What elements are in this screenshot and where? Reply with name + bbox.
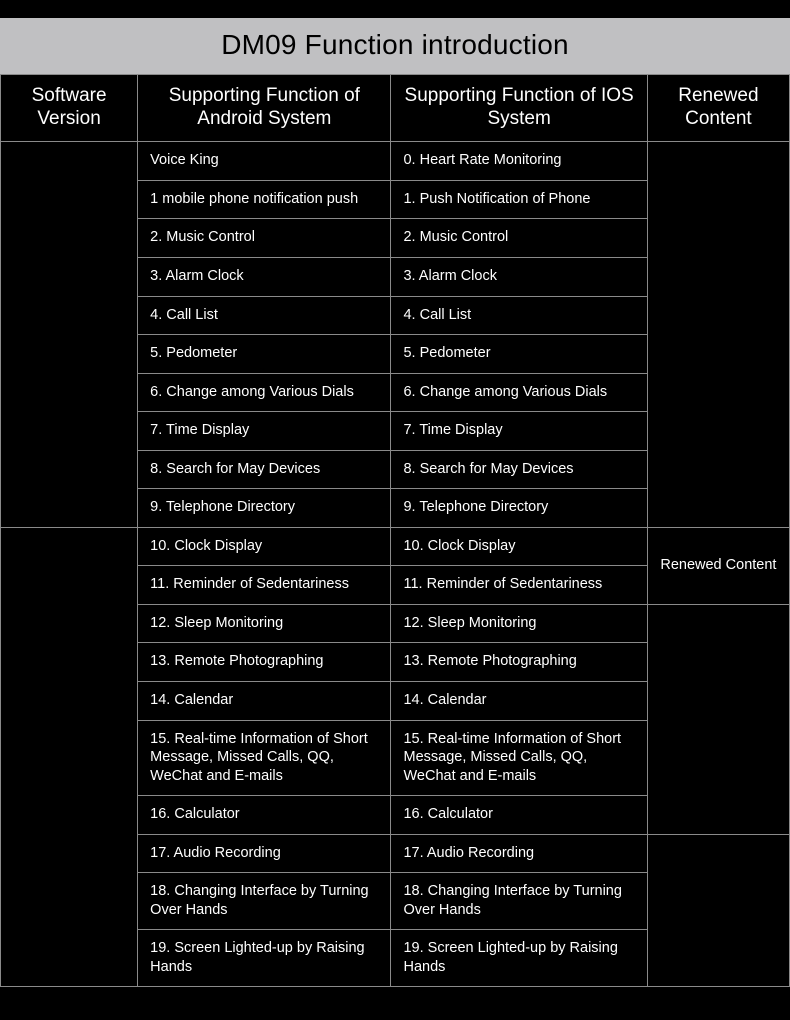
ios-function-cell: 7. Time Display: [391, 412, 647, 451]
page-title: DM09 Function introduction: [0, 18, 790, 74]
ios-function-cell: 0. Heart Rate Monitoring: [391, 142, 647, 181]
android-function-cell: 7. Time Display: [138, 412, 391, 451]
function-sheet: [0, 18, 790, 987]
android-function-cell: 18. Changing Interface by Turning Over Hands: [138, 873, 391, 930]
android-function-cell: 3. Alarm Clock: [138, 257, 391, 296]
android-function-cell: 12. Sleep Monitoring: [138, 604, 391, 643]
renewed-content-cell-group-2: [647, 604, 789, 834]
renewed-content-cell-group-1: [647, 142, 789, 527]
ios-function-cell: 19. Screen Lighted-up by Raising Hands: [391, 930, 647, 987]
software-version-cell-group-1: [1, 142, 138, 527]
ios-function-cell: 13. Remote Photographing: [391, 643, 647, 682]
android-function-cell: 5. Pedometer: [138, 335, 391, 374]
ios-function-cell: 3. Alarm Clock: [391, 257, 647, 296]
android-function-cell: Voice King: [138, 142, 391, 181]
android-function-cell: 6. Change among Various Dials: [138, 373, 391, 412]
ios-function-cell: 17. Audio Recording: [391, 834, 647, 873]
column-header-ios: Supporting Function of IOS System: [391, 75, 647, 142]
android-function-cell: 15. Real-time Information of Short Message, Missed Calls, QQ, WeChat and E-mails: [138, 720, 391, 796]
ios-function-cell: 2. Music Control: [391, 219, 647, 258]
android-function-cell: 1 mobile phone notification push: [138, 180, 391, 219]
android-function-cell: 4. Call List: [138, 296, 391, 335]
android-function-cell: 13. Remote Photographing: [138, 643, 391, 682]
ios-function-cell: 12. Sleep Monitoring: [391, 604, 647, 643]
android-function-cell: 9. Telephone Directory: [138, 489, 391, 528]
table-row: [1, 527, 790, 566]
android-function-cell: 8. Search for May Devices: [138, 450, 391, 489]
ios-function-cell: 16. Calculator: [391, 796, 647, 835]
software-version-cell-group-2: [1, 527, 138, 987]
android-function-cell: 17. Audio Recording: [138, 834, 391, 873]
column-header-renewed: Renewed Content: [647, 75, 789, 142]
ios-function-cell: 15. Real-time Information of Short Message, Missed Calls, QQ, WeChat and E-mails: [391, 720, 647, 796]
ios-function-cell: 8. Search for May Devices: [391, 450, 647, 489]
renewed-content-cell-group-3: [647, 834, 789, 987]
function-table: [0, 74, 790, 987]
ios-function-cell: 1. Push Notification of Phone: [391, 180, 647, 219]
column-header-android: Supporting Function of Android System: [138, 75, 391, 142]
ios-function-cell: 14. Calendar: [391, 682, 647, 721]
android-function-cell: 14. Calendar: [138, 682, 391, 721]
android-function-cell: 11. Reminder of Sedentariness: [138, 566, 391, 605]
ios-function-cell: 4. Call List: [391, 296, 647, 335]
ios-function-cell: 9. Telephone Directory: [391, 489, 647, 528]
ios-function-cell: 5. Pedometer: [391, 335, 647, 374]
table-header: [1, 75, 790, 142]
table-body: [1, 142, 790, 987]
table-header-row: [1, 75, 790, 142]
android-function-cell: 16. Calculator: [138, 796, 391, 835]
android-function-cell: 10. Clock Display: [138, 527, 391, 566]
ios-function-cell: 6. Change among Various Dials: [391, 373, 647, 412]
ios-function-cell: 10. Clock Display: [391, 527, 647, 566]
table-row: [1, 142, 790, 181]
renewed-content-label: Renewed Content: [647, 527, 789, 604]
column-header-software-version: Software Version: [1, 75, 138, 142]
android-function-cell: 2. Music Control: [138, 219, 391, 258]
ios-function-cell: 11. Reminder of Sedentariness: [391, 566, 647, 605]
android-function-cell: 19. Screen Lighted-up by Raising Hands: [138, 930, 391, 987]
ios-function-cell: 18. Changing Interface by Turning Over Hands: [391, 873, 647, 930]
